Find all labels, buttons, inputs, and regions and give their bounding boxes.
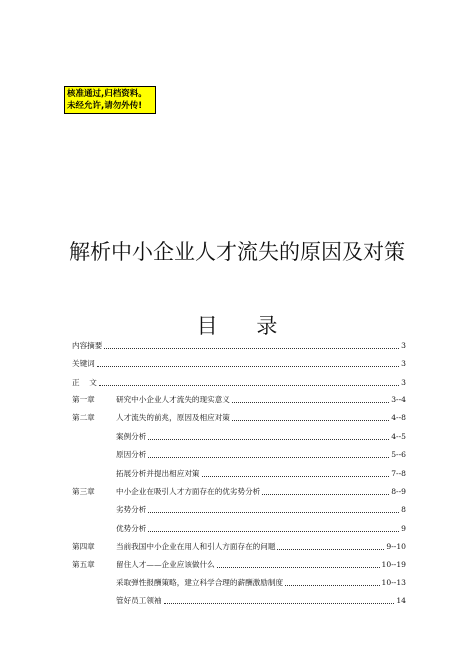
toc-entry-label: 留住人才——企业应该做什么 xyxy=(116,560,215,569)
toc-dot-leader xyxy=(164,602,395,604)
toc-dot-leader xyxy=(277,548,384,550)
toc-entry-label: 正 文 xyxy=(72,378,97,387)
toc-dot-leader xyxy=(104,347,399,349)
toc-entry-page: 3 xyxy=(401,359,406,368)
toc-entry-page: 9--10 xyxy=(386,542,406,551)
toc-entry-page: 8--9 xyxy=(391,487,406,496)
toc-entry-label: 中小企业在吸引人才方面存在的优劣势分析 xyxy=(116,487,261,496)
toc-entry-label: 采取弹性报酬策略，建立科学合理的薪酬激励制度 xyxy=(116,578,284,587)
toc-entry[interactable] xyxy=(72,392,406,406)
stamp-line-2: 未经允许,请勿外传! xyxy=(67,101,143,111)
toc-entry-page: 4--5 xyxy=(391,432,406,441)
toc-entry-chapter: 第一章 xyxy=(72,395,95,404)
toc-entry-page: 8 xyxy=(401,505,406,514)
toc-dot-leader xyxy=(285,584,379,586)
toc-entry-label: 当前我国中小企业在用人和引人方面存在的问题 xyxy=(116,542,276,551)
toc-entry[interactable] xyxy=(72,356,406,370)
toc-entry-label: 劣势分析 xyxy=(116,505,147,514)
toc-dot-leader xyxy=(217,566,380,568)
toc-dot-leader xyxy=(97,365,399,367)
toc-entry-page: 3 xyxy=(401,378,406,387)
toc-entry-page: 5--6 xyxy=(391,450,406,459)
toc-entry[interactable] xyxy=(72,557,406,571)
toc-entry-chapter: 第四章 xyxy=(72,542,95,551)
toc-entry-page: 9 xyxy=(401,524,406,533)
toc-entry[interactable] xyxy=(72,466,406,480)
toc-entry-page: 3 xyxy=(401,341,406,350)
toc-entry-page: 10--19 xyxy=(381,560,406,569)
toc-entry-label: 原因分析 xyxy=(116,450,147,459)
toc-dot-leader xyxy=(99,384,399,386)
toc-entry-chapter: 第三章 xyxy=(72,487,95,496)
toc-entry[interactable] xyxy=(72,575,406,589)
toc-entry[interactable] xyxy=(72,410,406,424)
toc-entry[interactable] xyxy=(72,593,406,607)
toc-entry[interactable] xyxy=(72,338,406,352)
archive-stamp xyxy=(64,86,156,114)
toc-dot-leader xyxy=(148,511,399,513)
toc-heading: 目 录 xyxy=(196,314,294,338)
toc-entry[interactable] xyxy=(72,375,406,389)
toc-entry[interactable] xyxy=(72,447,406,461)
toc-entry-label: 案例分析 xyxy=(116,432,147,441)
toc-entry-label: 管好员工领袖 xyxy=(116,596,162,605)
toc-entry-label: 拓展分析并提出相应对策 xyxy=(116,469,200,478)
stamp-line-1: 核准通过,归档资料。 xyxy=(67,89,147,99)
toc-dot-leader xyxy=(262,493,389,495)
toc-entry-label: 优势分析 xyxy=(116,524,147,533)
toc-dot-leader xyxy=(232,419,389,421)
toc-entry-chapter: 第二章 xyxy=(72,413,95,422)
toc-entry-page: 10--13 xyxy=(381,578,406,587)
toc-dot-leader xyxy=(148,438,389,440)
toc-dot-leader xyxy=(202,475,390,477)
toc-entry-label: 内容摘要 xyxy=(72,341,103,350)
toc-dot-leader xyxy=(232,401,389,403)
toc-entry-label: 关键词 xyxy=(72,359,95,368)
toc-entry-page: 7--8 xyxy=(391,469,406,478)
toc-entry-page: 3--4 xyxy=(391,395,406,404)
toc-entry[interactable] xyxy=(72,502,406,516)
toc-entry-label: 人才流失的前兆，原因及相应对策 xyxy=(116,413,230,422)
toc-entry[interactable] xyxy=(72,539,406,553)
toc-dot-leader xyxy=(148,456,389,458)
toc-dot-leader xyxy=(148,530,399,532)
toc-entry[interactable] xyxy=(72,521,406,535)
toc-entry-page: 4--8 xyxy=(391,413,406,422)
document-title: 解析中小企业人才流失的原因及对策 xyxy=(69,240,405,264)
toc-entry[interactable] xyxy=(72,429,406,443)
toc-entry-page: 14 xyxy=(396,596,406,605)
toc-entry[interactable] xyxy=(72,484,406,498)
toc-entry-label: 研究中小企业人才流失的现实意义 xyxy=(116,395,230,404)
toc-entry-chapter: 第五章 xyxy=(72,560,95,569)
